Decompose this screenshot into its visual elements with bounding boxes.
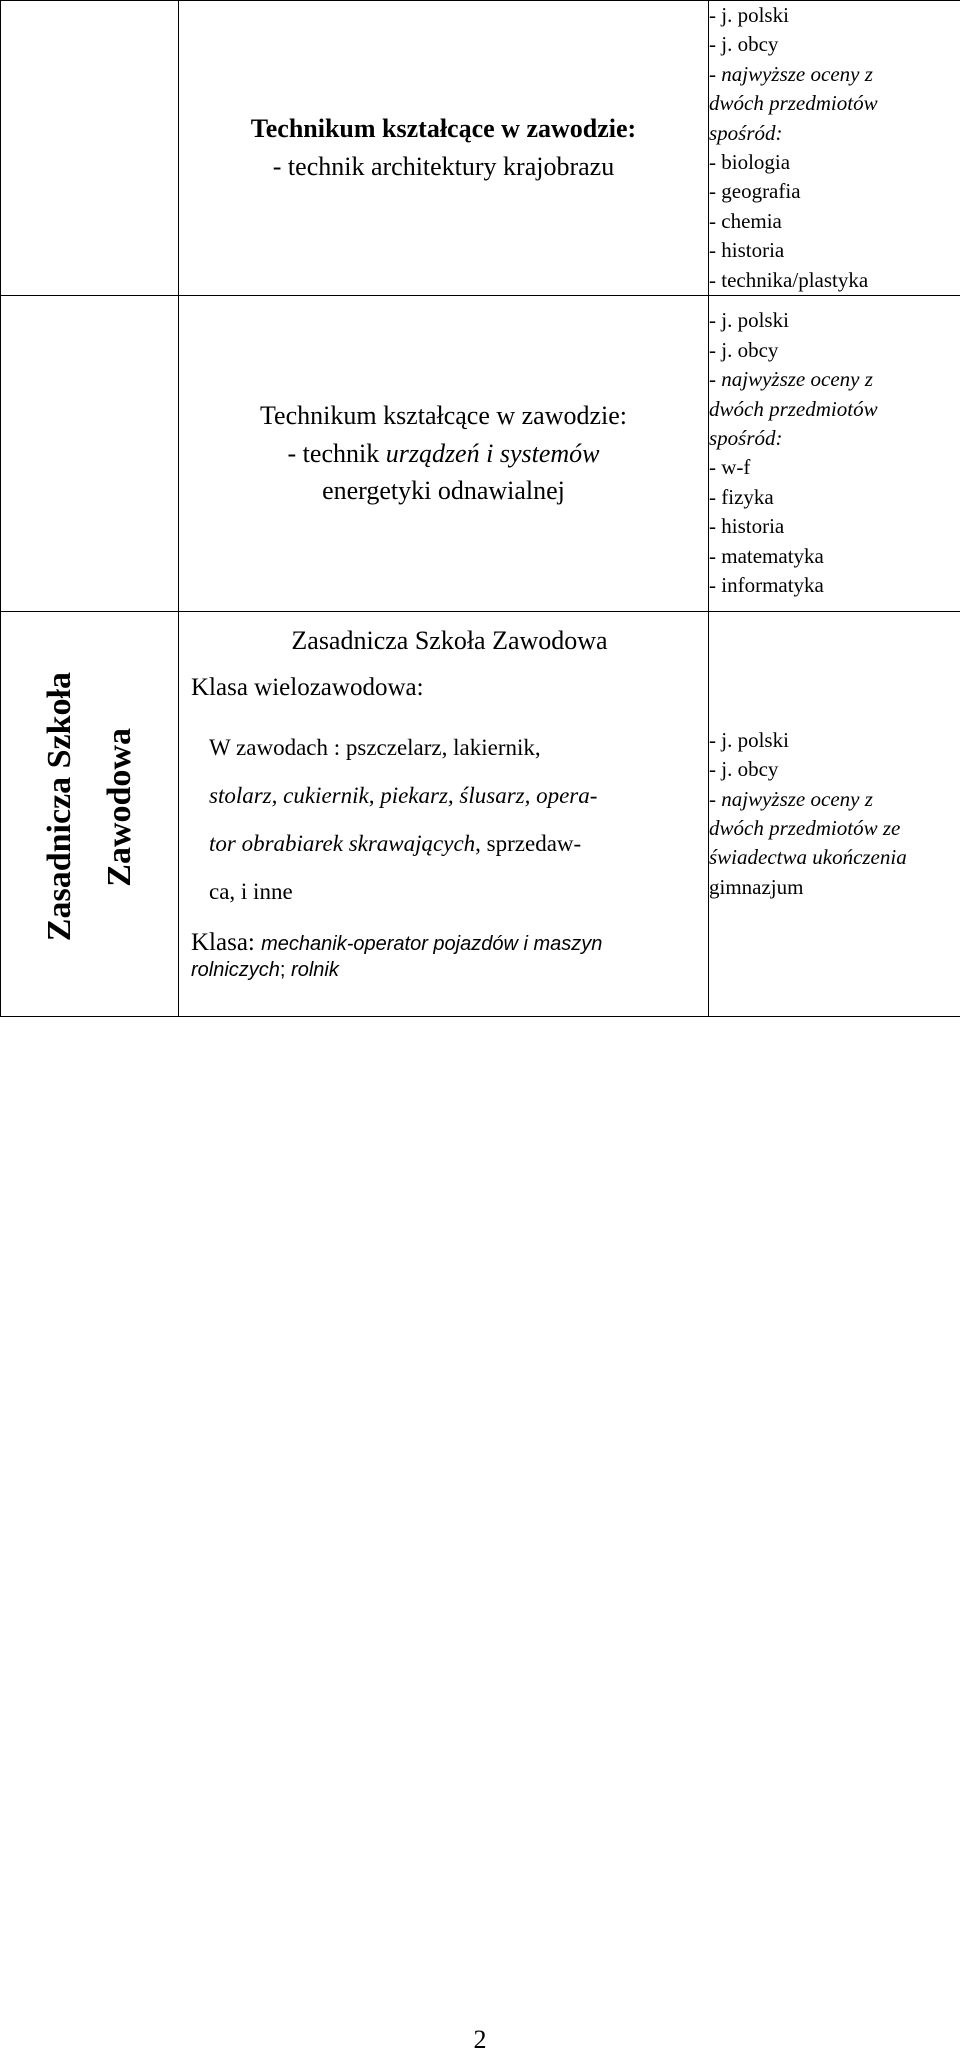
requirement-item: - technika/plastyka xyxy=(709,267,869,292)
requirement-item: - j. polski xyxy=(709,308,789,333)
professions-list xyxy=(191,724,708,916)
class-2-label: Klasa: xyxy=(191,928,262,956)
class-2-value: mechanik-operator pojazdów i maszyn xyxy=(261,932,603,955)
requirement-item: - j. polski xyxy=(709,727,789,752)
requirement-item: - geografia xyxy=(709,179,801,204)
professions-line: stolarz, cukiernik, piekarz, ślusarz, opera- xyxy=(209,782,598,808)
requirement-item: spośród: xyxy=(709,120,783,145)
professions-rest: , sprzedaw- xyxy=(475,830,582,856)
class-label: Klasa wielozawodowa: xyxy=(191,673,424,701)
requirement-item: - fizyka xyxy=(709,484,774,509)
requirement-item: - matematyka xyxy=(709,543,824,568)
requirements-cell xyxy=(709,1,960,296)
profession-text xyxy=(179,435,708,473)
requirement-item: - najwyższe oceny z xyxy=(709,61,873,86)
requirements-cell xyxy=(709,611,960,1016)
school-cell xyxy=(179,611,709,1016)
profession-suffix: energetyki odnawialnej xyxy=(322,476,565,506)
school-title: Technikum kształcące w zawodzie: xyxy=(250,114,637,144)
requirement-item: dwóch przedmiotów xyxy=(709,91,878,116)
requirement-item: dwóch przedmiotów xyxy=(709,396,878,421)
requirement-item: - informatyka xyxy=(709,572,824,597)
requirement-item: - j. polski xyxy=(709,3,789,27)
professions-line: ca, i inne xyxy=(209,878,293,904)
requirement-item: - j. obcy xyxy=(709,757,779,782)
empty-label-cell xyxy=(1,295,179,611)
school-cell xyxy=(179,295,709,611)
professions-line: W zawodach : pszczelarz, lakiernik, xyxy=(209,734,541,760)
empty-label-cell xyxy=(1,1,179,296)
requirement-item: spośród: xyxy=(709,426,783,451)
table-row xyxy=(1,611,960,1016)
requirement-item: dwóch przedmiotów ze xyxy=(709,815,901,840)
requirement-item: - j. obcy xyxy=(709,32,779,57)
requirement-item: - historia xyxy=(709,238,785,263)
profession-italic: urządzeń i systemów xyxy=(385,438,600,468)
school-cell xyxy=(179,1,709,296)
school-title: Technikum kształcące w zawodzie: xyxy=(259,400,628,430)
school-type-label-line2: Zawodowa xyxy=(101,727,138,887)
requirement-item: - chemia xyxy=(709,208,782,233)
school-title: Zasadnicza Szkoła Zawodowa xyxy=(291,625,608,655)
requirement-item: - najwyższe oceny z xyxy=(709,367,873,392)
requirement-item: - w-f xyxy=(709,455,751,480)
class-2-value-2: rolniczych xyxy=(191,959,280,982)
profession-text: - technik architektury krajobrazu xyxy=(272,151,615,181)
requirement-item: - najwyższe oceny z xyxy=(709,786,873,811)
professions-italic: tor obrabiarek skrawających xyxy=(209,830,476,856)
class-2-value-3: rolnik xyxy=(291,959,339,982)
admission-table xyxy=(0,0,960,1017)
requirement-item: - j. obcy xyxy=(709,337,779,362)
table-row xyxy=(1,295,960,611)
profession-prefix: - technik xyxy=(287,438,386,468)
page-number: 2 xyxy=(473,2025,487,2054)
professions-line xyxy=(209,820,708,868)
school-type-label-cell xyxy=(1,611,179,1016)
table-row xyxy=(1,1,960,296)
school-type-label-line1: Zasadnicza Szkoła xyxy=(41,672,78,942)
requirement-item: gimnazjum xyxy=(709,874,804,899)
requirement-item: świadectwa ukończenia xyxy=(709,845,907,870)
requirement-item: - biologia xyxy=(709,149,791,174)
class-2 xyxy=(191,930,708,983)
requirements-cell xyxy=(709,295,960,611)
class-2-separator: ; xyxy=(279,959,292,982)
requirement-item: - historia xyxy=(709,514,785,539)
